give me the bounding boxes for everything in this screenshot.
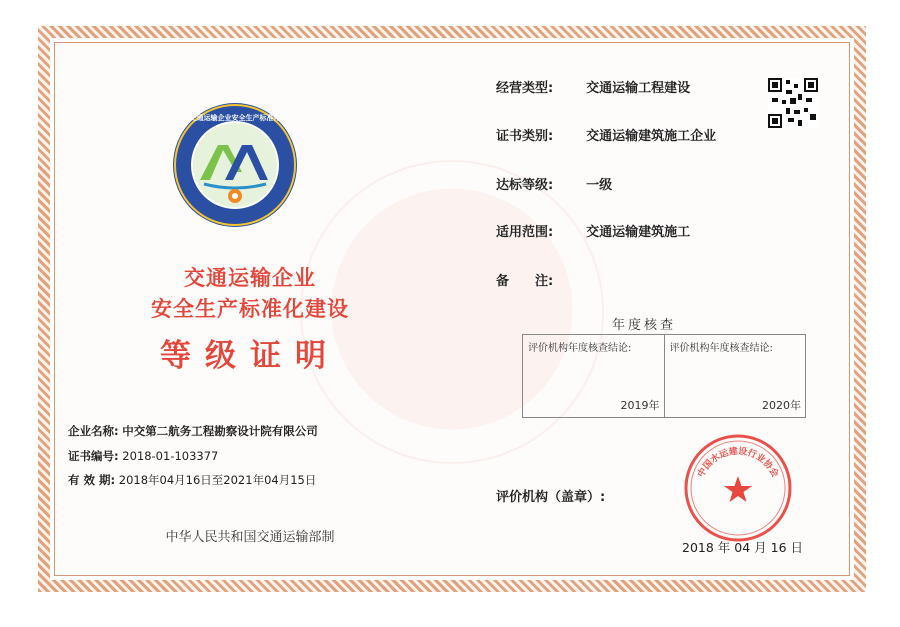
svg-text:交通运输企业安全生产标准化: 交通运输企业安全生产标准化 [189,114,281,122]
annual-review-table [522,334,806,418]
field-scope [496,221,690,240]
review-conclusion-label: 评价机构年度核查结论: [669,343,773,354]
field-label: 经营类型: [496,81,554,96]
validity-value: 2018年04月16日至2021年04月15日 [118,473,317,487]
cert-number-label: 证书编号: [68,449,119,463]
issuer: 中华人民共和国交通运输部制 [165,530,335,545]
review-year: 2019年 [620,399,660,412]
field-value: 交通运输工程建设 [586,81,691,96]
field-value: 交通运输建筑施工企业 [586,129,717,144]
field-remarks [496,270,582,289]
qr-code-icon[interactable] [768,78,818,128]
field-cert-category [496,125,716,144]
enterprise-name-value: 中交第二航务工程勘察设计院有限公司 [122,424,318,438]
annual-review-cell [664,335,806,417]
certificate-title-line2: 安全生产标准化建设 [151,296,349,321]
validity-row [68,472,316,488]
cert-number-row [68,448,218,464]
safety-standardization-emblem-icon [170,100,300,230]
cert-number-value: 2018-01-103377 [122,449,219,463]
annual-review-title: 年度核查 [612,318,677,333]
review-year: 2020年 [762,399,801,412]
official-seal-icon [682,432,794,544]
field-label: 适用范围: [496,225,554,240]
field-value: 一级 [586,178,613,193]
enterprise-name-row [68,423,318,439]
validity-label: 有 效 期: [68,473,116,487]
field-value: 交通运输建筑施工 [586,225,691,240]
field-label: 备 注: [496,274,554,289]
certificate-title-line1: 交通运输企业 [184,265,316,290]
svg-text:中国水运建设行业协会: 中国水运建设行业协会 [696,446,780,480]
field-business-type [496,77,690,96]
field-label: 达标等级: [496,178,554,193]
field-grade [496,174,612,193]
certificate-title-line3: 等级证明 [160,338,340,374]
field-label: 证书类别: [496,129,554,144]
review-conclusion-label: 评价机构年度核查结论: [528,343,632,354]
issue-date: 2018 年 04 月 16 日 [682,540,803,555]
annual-review-cell [523,335,664,417]
stamp-label: 评价机构（盖章）: [496,490,606,505]
enterprise-name-label: 企业名称: [68,424,119,438]
